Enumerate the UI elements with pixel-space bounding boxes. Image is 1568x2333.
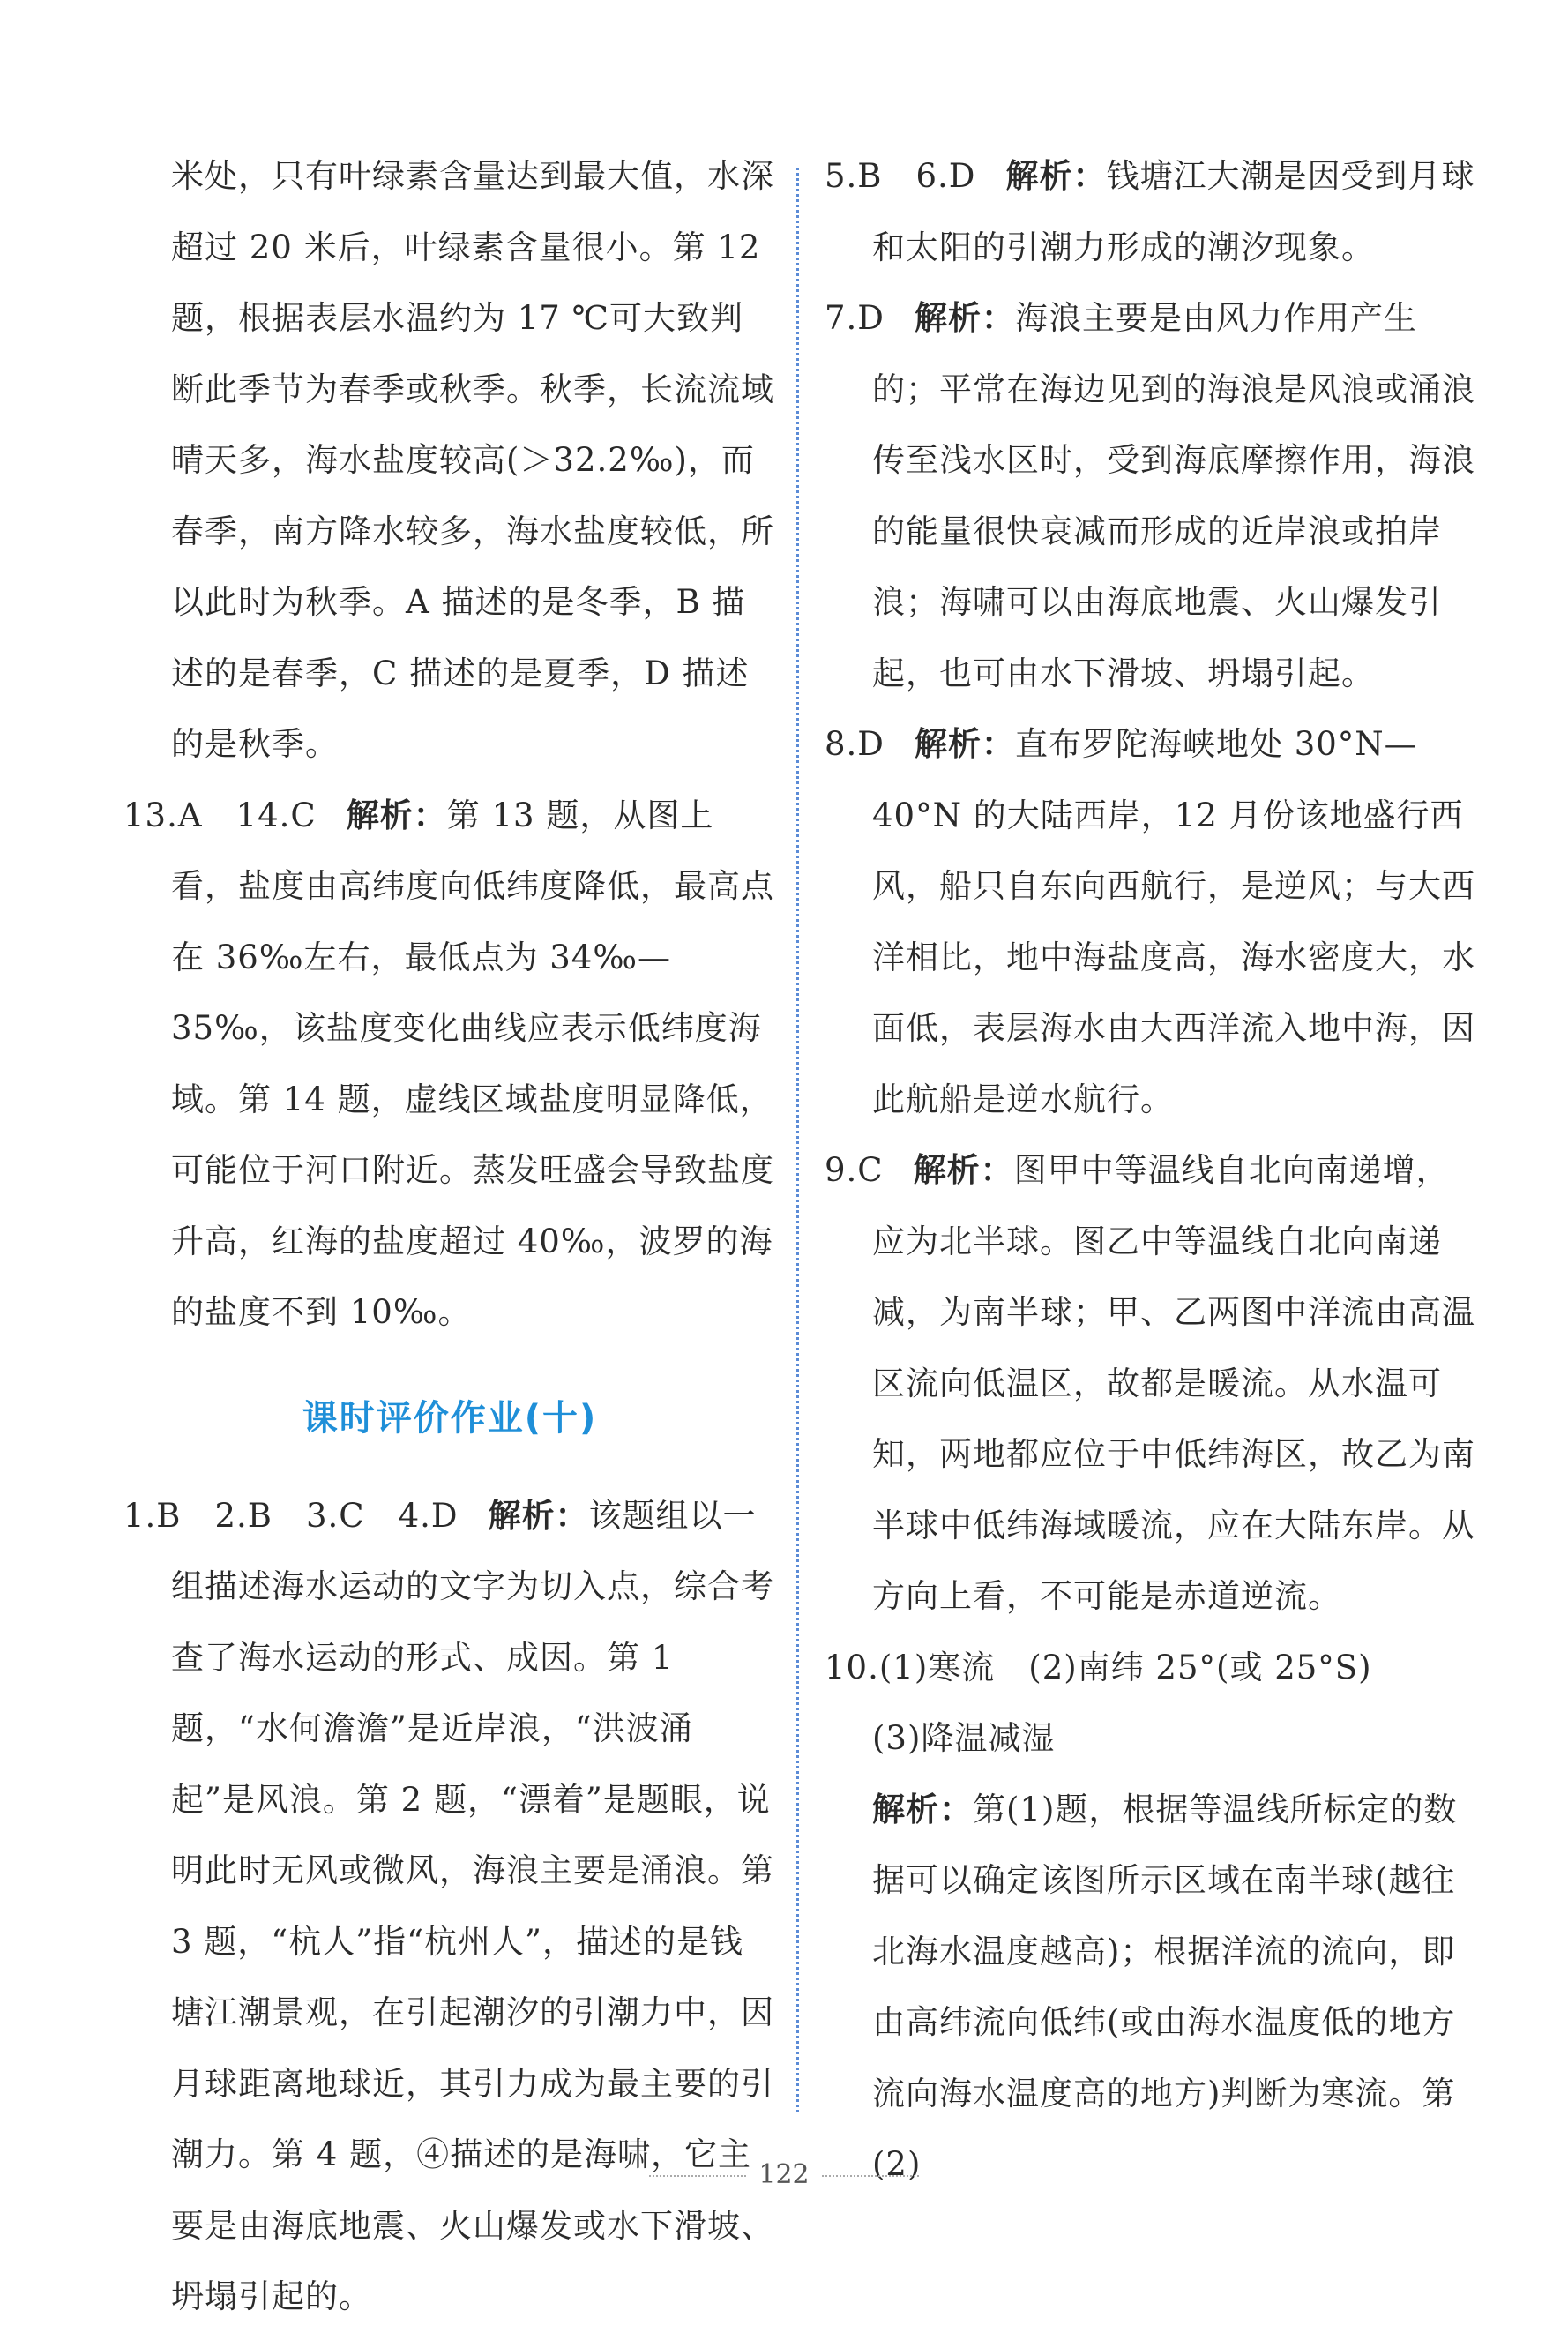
answer-keys: 8.D [825, 725, 885, 763]
analysis-text: 图甲中等温线自北向南递增，应为北半球。图乙中等温线自北向南递减，为南半球；甲、乙两图中洋流由高温区流向低温区，故都是暖流。从水温可知，两地都应位于中低纬海区，故乙为南半球中低纬海域暖流，应在大陆东岸。从方向上看，不可能是赤道逆流。 [872, 1151, 1475, 1615]
answer-keys: 7.D [825, 299, 885, 337]
analysis-label: 解析： [346, 796, 447, 834]
analysis-text: 钱塘江大潮是因受到月球和太阳的引潮力形成的潮汐现象。 [872, 157, 1475, 266]
analysis-text: 第 13 题，从图上看，盐度由高纬度向低纬度降低，最高点在 36‰左右，最低点为 34‰—35‰，该盐度变化曲线应表示低纬度海域。第 14 题，虚线区域盐度明显降低，可能位于河口附近。蒸发旺盛会导致盐度升高，红海的盐度超过 40‰，波罗的海的盐度不到 10‰。 [171, 796, 774, 1331]
section-title: 课时评价作业(十) [302, 1397, 598, 1439]
column-divider [796, 168, 799, 2112]
analysis-text: 海浪主要是由风力作用产生的；平常在海边见到的海浪是风浪或涌浪传至浅水区时，受到海底摩擦作用，海浪的能量很快衰减而形成的近岸浪或拍岸浪；海啸可以由海底地震、火山爆发引起，也可由水下滑坡、坍塌引起。 [872, 299, 1475, 692]
analysis-label: 解析： [914, 725, 1015, 763]
answer-keys: 5.B 6.D [825, 157, 976, 195]
analysis-text: 该题组以一组描述海水运动的文字为切入点，综合考查了海水运动的形式、成因。第 1 题，“水何澹澹”是近岸浪，“洪波涌起”是风浪。第 2 题，“漂着”是题眼，说明此时无风或微风，海浪主要是涌浪。第 3 题，“杭人”指“杭州人”，描述的是钱塘江潮景观，在引起潮汐的引潮力中，因月球距离地球近，其引力成为最主要的引潮力。第 4 题，④描述的是海啸，它主要是由海底地震、火山爆发或水下滑坡、坍塌引起的。 [171, 1496, 774, 2315]
footer-dots-left [649, 2175, 746, 2177]
answer-q10-line2: (3)降温减湿 [872, 1719, 1056, 1757]
answer-q13-14 [123, 781, 776, 1349]
answer-q1-4 [123, 1481, 776, 2333]
left-column [123, 141, 776, 2333]
page-footer [0, 2159, 1568, 2190]
answer-keys: 13.A 14.C [123, 796, 317, 834]
page-number: 122 [758, 2159, 810, 2190]
answer-q7 [825, 283, 1477, 709]
analysis-label: 解析： [913, 1151, 1014, 1189]
analysis-label: 解析： [1005, 157, 1107, 195]
answer-keys: 9.C [825, 1151, 884, 1189]
analysis-label: 解析： [872, 1790, 973, 1828]
answer-q10-line1: 10.(1)寒流 (2)南纬 25°(或 25°S) [825, 1648, 1372, 1686]
answer-q9 [825, 1135, 1477, 1633]
paragraph-q12-continued: 米处，只有叶绿素含量达到最大值，水深超过 20 米后，叶绿素含量很小。第 12 题，根据表层水温约为 17 ℃可大致判断此季节为春季或秋季。秋季，长流流域晴天多，海水盐度较高(＞32.2‰)，而春季，南方降水较多，海水盐度较低，所以此时为秋季。A 描述的是冬季，B 描述的是春季，C 描述的是夏季，D 描述的是秋季。 [171, 157, 774, 763]
right-column [825, 141, 1477, 2201]
answer-q8 [825, 709, 1477, 1135]
answer-q5-6 [825, 141, 1477, 283]
analysis-text: 直布罗陀海峡地处 30°N—40°N 的大陆西岸，12 月份该地盛行西风，船只自东向西航行，是逆风；与大西洋相比，地中海盐度高，海水密度大，水面低，表层海水由大西洋流入地中海，因此航船是逆水航行。 [872, 725, 1475, 1118]
answer-q10-analysis [825, 1775, 1477, 2201]
footer-dots-right [822, 2175, 919, 2177]
analysis-text: 第(1)题，根据等温线所标定的数据可以确定该图所示区域在南半球(越往北海水温度越高)；根据洋流的流向，即由高纬流向低纬(或由海水温度低的地方流向海水温度高的地方)判断为寒流。第(2) [872, 1790, 1458, 2183]
analysis-label: 解析： [488, 1496, 589, 1535]
analysis-label: 解析： [914, 299, 1015, 337]
answer-keys: 1.B 2.B 3.C 4.D [123, 1496, 459, 1535]
